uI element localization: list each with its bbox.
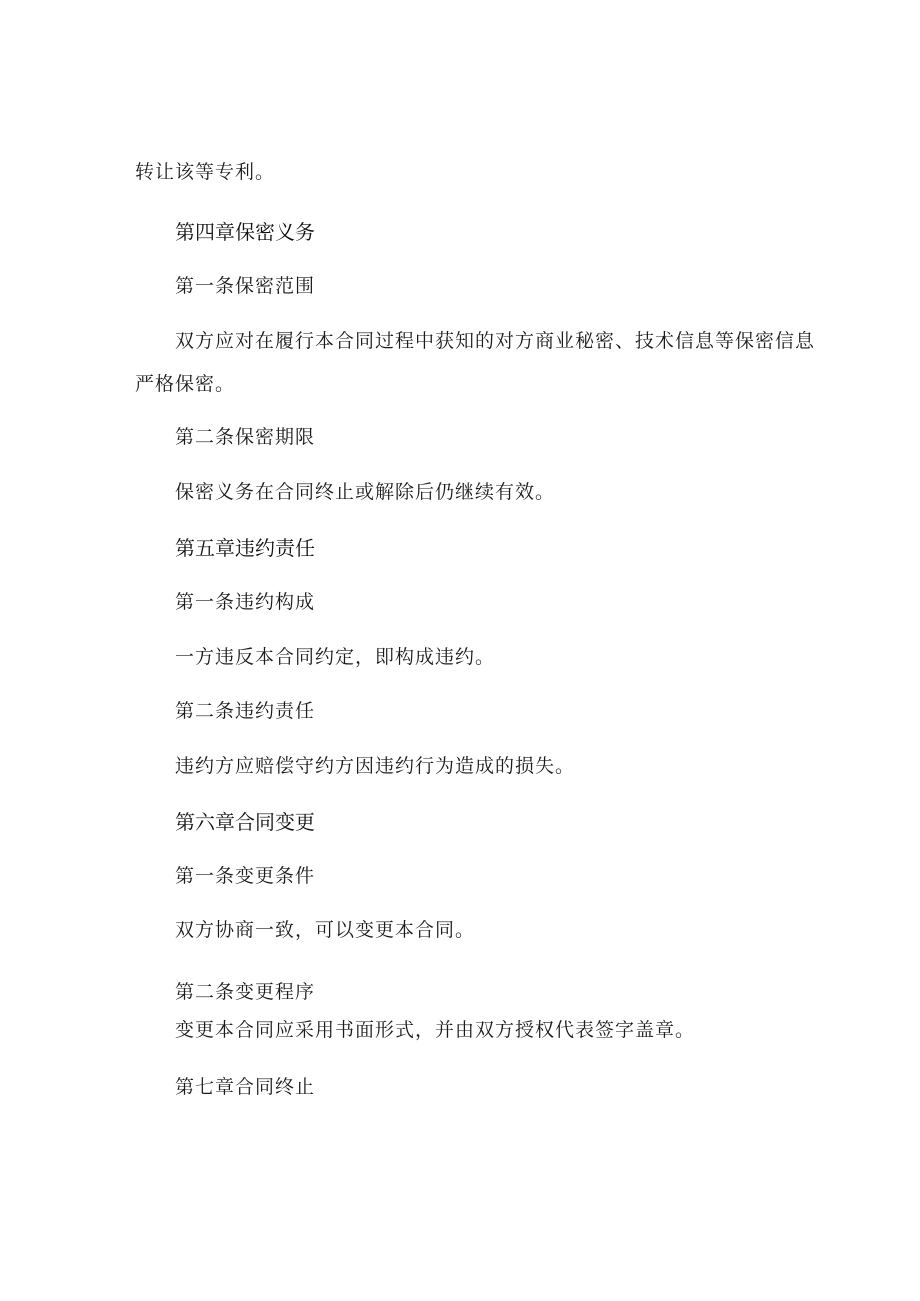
paragraph: 双方协商一致，可以变更本合同。 [175, 919, 476, 941]
article-heading: 第二条变更程序 [175, 981, 316, 1003]
paragraph: 违约方应赔偿守约方因违约行为造成的损失。 [175, 755, 576, 777]
paragraph: 变更本合同应采用书面形式，并由双方授权代表签字盖章。 [175, 1019, 696, 1041]
article-heading: 第一条保密范围 [175, 275, 316, 297]
chapter-heading: 第七章合同终止 [175, 1076, 316, 1098]
article-heading: 第一条违约构成 [175, 591, 316, 613]
chapter-heading: 第五章违约责任 [175, 536, 315, 560]
article-heading: 第一条变更条件 [175, 865, 316, 887]
article-heading: 第二条违约责任 [175, 700, 316, 722]
paragraph-continuation: 严格保密。 [135, 373, 236, 395]
chapter-heading: 第六章合同变更 [175, 810, 315, 834]
article-heading: 第二条保密期限 [175, 426, 316, 448]
paragraph-continuation: 转让该等专利。 [135, 161, 276, 183]
paragraph: 一方违反本合同约定，即构成违约。 [175, 646, 496, 668]
chapter-heading: 第四章保密义务 [175, 220, 315, 244]
paragraph: 保密义务在合同终止或解除后仍继续有效。 [175, 481, 556, 503]
paragraph: 双方应对在履行本合同过程中获知的对方商业秘密、技术信息等保密信息 [175, 330, 816, 352]
